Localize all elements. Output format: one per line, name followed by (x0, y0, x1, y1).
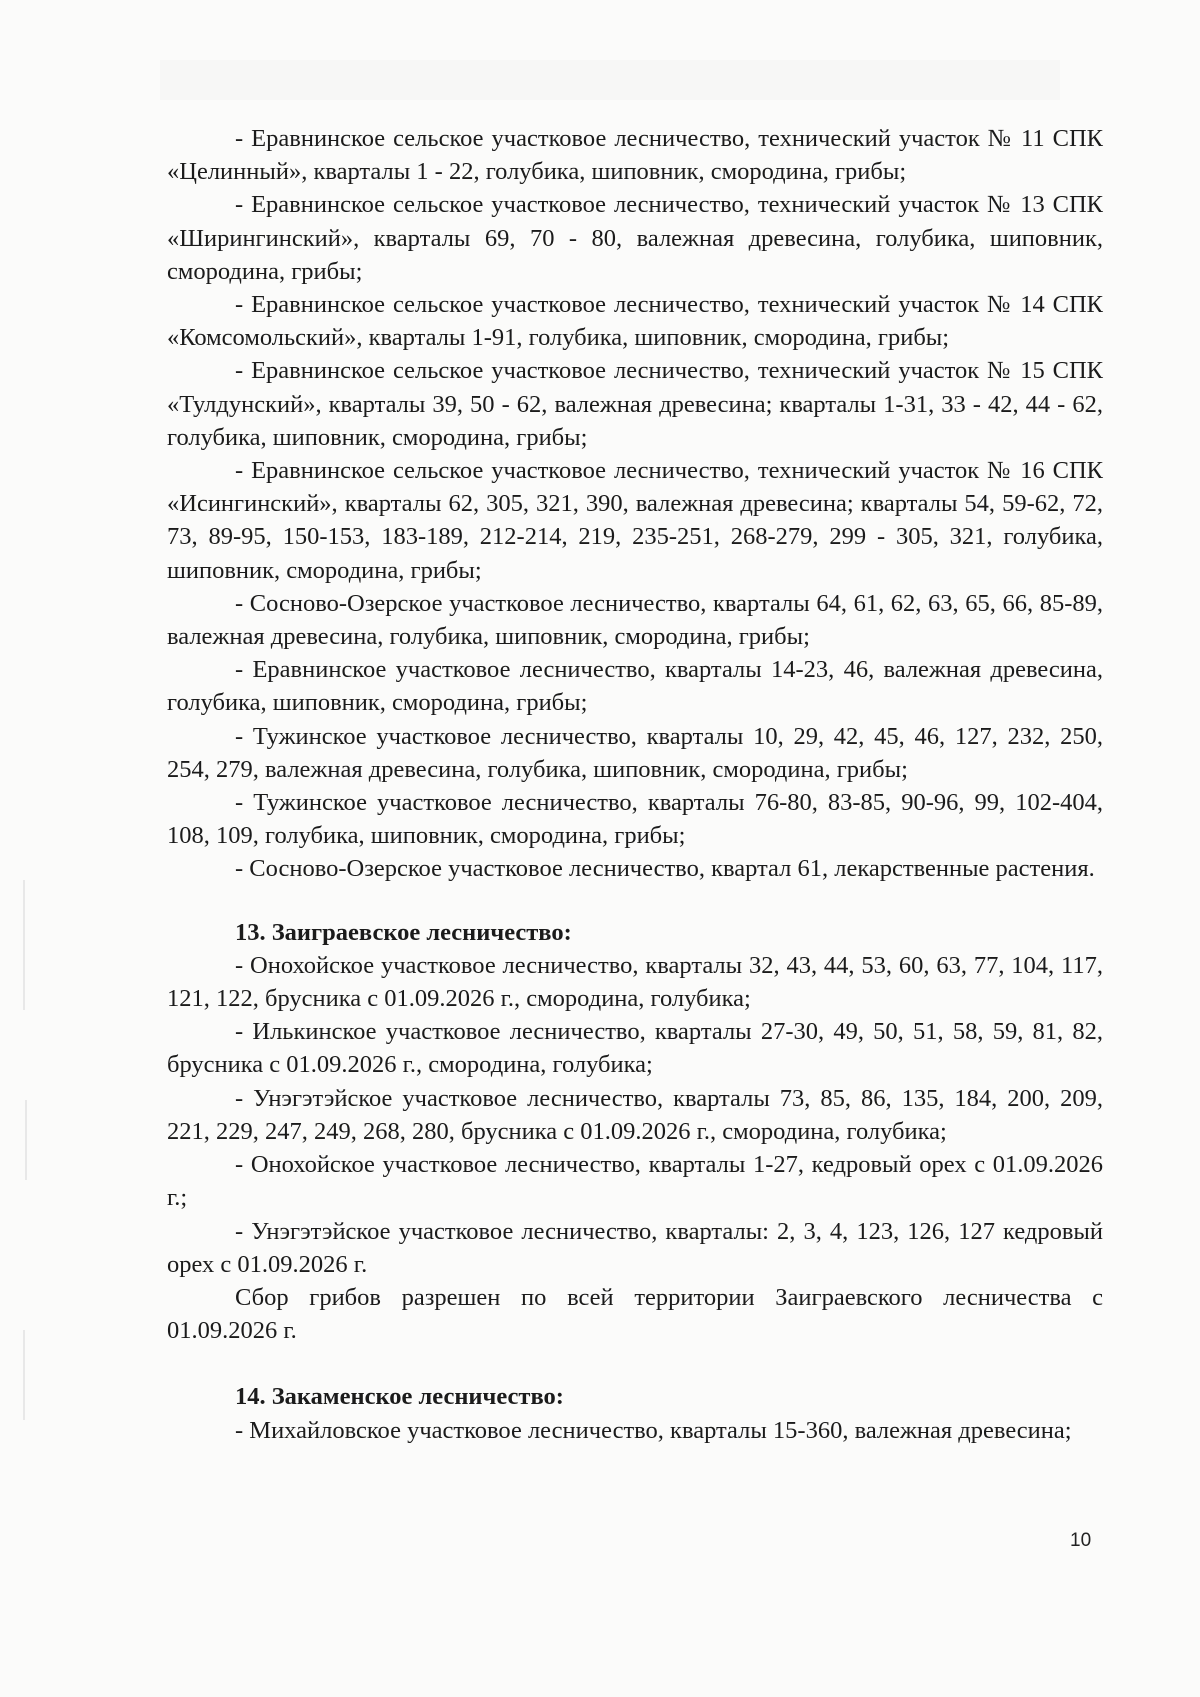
list-item: - Онохойское участковое лесничество, кварталы 1-27, кедровый орех с 01.09.2026 г.; (167, 1151, 1103, 1212)
document-body (167, 122, 1103, 1447)
list-item: - Еравнинское сельское участковое лесничество, технический участок № 14 СПК «Комсомольский», кварталы 1-91, голубика, шиповник, смородина, грибы; (167, 291, 1103, 352)
list-item: - Еравнинское сельское участковое лесничество, технический участок № 15 СПК «Тулдунский», кварталы 39, 50 - 62, валежная древесина; кварталы 1-31, 33 - 42, 44 - 62, голубика, шиповник, смородина, грибы; (167, 357, 1103, 451)
list-item: - Еравнинское сельское участковое лесничество, технический участок № 16 СПК «Исингинский», кварталы 62, 305, 321, 390, валежная древесина; кварталы 54, 59-62, 72, 73, 89-95, 150-153, 183-189, 212-214, 219, 235-251, 268-279, 299 - 305, 321, голубика, шиповник, смородина, грибы; (167, 457, 1103, 584)
page-number: 10 (1070, 1530, 1092, 1551)
section-heading-13: 13. Заиграевское лесничество: (235, 918, 572, 946)
list-item: - Унэгэтэйское участковое лесничество, кварталы: 2, 3, 4, 123, 126, 127 кедровый орех с 01.09.2026 г. (167, 1217, 1103, 1278)
list-item: - Сосново-Озерское участковое лесничество, кварталы 64, 61, 62, 63, 65, 66, 85-89, валежная древесина, голубика, шиповник, смородина, грибы; (167, 589, 1103, 651)
list-item: - Онохойское участковое лесничество, кварталы 32, 43, 44, 53, 60, 63, 77, 104, 117, 121, 122, брусника с 01.09.2026 г., смородина, голубика; (167, 951, 1103, 1013)
list-item: - Тужинское участковое лесничество, кварталы 76-80, 83-85, 90-96, 99, 102-404, 108, 109, голубика, шиповник, смородина, грибы; (167, 789, 1103, 850)
list-item: - Тужинское участковое лесничество, кварталы 10, 29, 42, 45, 46, 127, 232, 250, 254, 279, валежная древесина, голубика, шиповник, смородина, грибы; (167, 722, 1103, 783)
list-item: - Еравнинское сельское участковое лесничество, технический участок № 13 СПК «Ширингинский», кварталы 69, 70 - 80, валежная древесина, голубика, шиповник, смородина, грибы; (167, 191, 1103, 285)
list-item: - Еравнинское участковое лесничество, кварталы 14-23, 46, валежная древесина, голубика, шиповник, смородина, грибы; (167, 656, 1103, 717)
mushroom-note: Сбор грибов разрешен по всей территории Заиграевского лесничества с 01.09.2026 г. (167, 1283, 1103, 1345)
list-item: - Еравнинское сельское участковое лесничество, технический участок № 11 СПК «Целинный», кварталы 1 - 22, голубика, шиповник, смородина, грибы; (167, 125, 1103, 186)
list-item: - Унэгэтэйское участковое лесничество, кварталы 73, 85, 86, 135, 184, 200, 209, 221, 229, 247, 249, 268, 280, брусника с 01.09.2026 г., смородина, голубика; (167, 1084, 1103, 1145)
list-item: - Илькинское участковое лесничество, кварталы 27-30, 49, 50, 51, 58, 59, 81, 82, брусника с 01.09.2026 г., смородина, голубика; (167, 1018, 1103, 1079)
list-item: - Сосново-Озерское участковое лесничество, квартал 61, лекарственные растения. (235, 855, 1095, 883)
section-heading-14: 14. Закаменское лесничество: (235, 1383, 564, 1411)
list-item: - Михайловское участковое лесничество, кварталы 15-360, валежная древесина; (235, 1416, 1072, 1444)
